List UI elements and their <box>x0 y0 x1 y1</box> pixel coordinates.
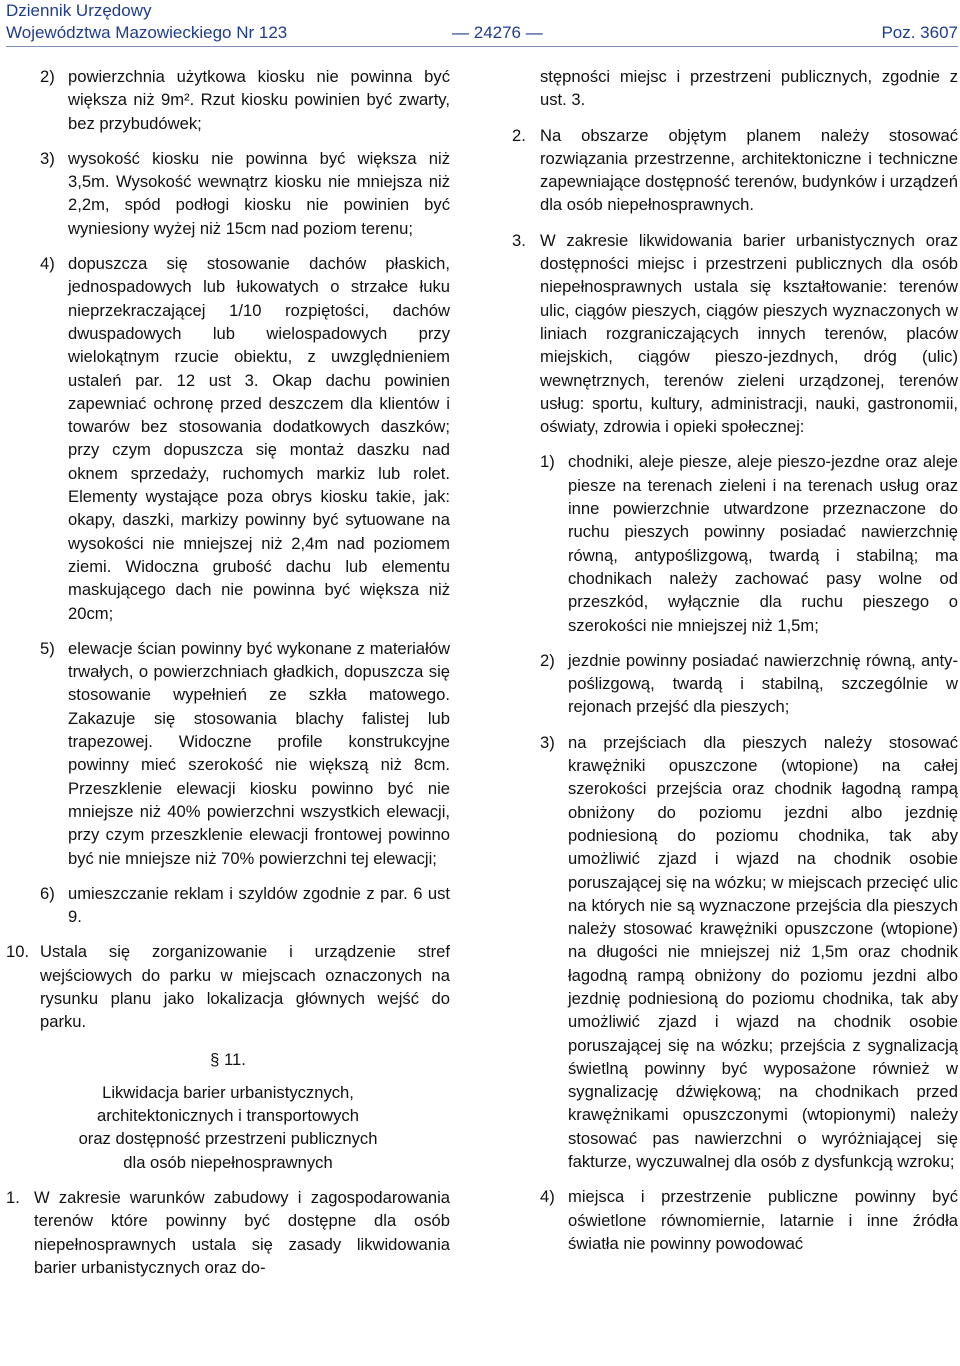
section-heading <box>6 1081 450 1174</box>
item-text: Na obszarze objętym planem należy stosować rozwiązania przestrzenne, architektoniczne i techniczne zapewniające dostępność terenów, budynków i urządzeń dla osób niepełnosprawnych. <box>540 125 958 215</box>
list-item <box>6 637 450 870</box>
item-text: wysokość kiosku nie powinna być większa niż 3,5m. Wysokość wewnątrz kiosku nie mniejsza niż 2,2m, spód podłogi kiosku nie powinien być wyniesiony wyżej niż 15cm nad poziom terenu; <box>68 148 450 238</box>
item-number: 3. <box>512 230 526 250</box>
list-item <box>6 147 450 240</box>
continued-text: stępności miejsc i przestrzeni publicznych, zgodnie z ust. 3. <box>540 67 958 110</box>
item-number: 2) <box>40 67 55 86</box>
journal-subtitle: Województwa Mazowieckiego Nr 123 <box>6 23 288 42</box>
item-text: elewacje ścian powinny być wykonane z materiałów trwałych, o powierzchniach gładkich, dopuszcza się stosowanie wypełnień ze szkła matowego. Zakazuje się stosowania blachy falistej lub trapezowej. Widoczne profile konstrukcyjne powinny mieć szerokość nie większą niż 8cm. Przeszklenie elewacji kiosku powinno być nie mniejsze niż 40% powierzchni wszystkich elewacji, przy czym przeszklenie elewacji frontowej powinno być nie mniejsze niż 70% powierzchni tej elewacji; <box>68 638 450 868</box>
item-number: 3) <box>540 732 555 752</box>
item-number: 6) <box>40 883 55 903</box>
right-column <box>512 65 958 1267</box>
item-number: 1) <box>540 452 555 472</box>
item-text: chodniki, aleje piesze, aleje pieszo-jezdne oraz aleje piesze na terenach zieleni i na terenach usług oraz inne powierzchnie utwardzone przeznaczone do ruchu pieszych powinny posiadać nawierzchnię równą, antypoślizgową, twardą i stabilną; ma chodnikach należy zachować pasy wolne od przeszkód, wyłącznie dla ruchu pieszego o szerokości nie mniejszej niż 1,5m; <box>568 452 958 635</box>
list-item <box>512 1185 958 1255</box>
item-number: 4) <box>540 1187 555 1207</box>
page-number: — 24276 — <box>452 22 543 44</box>
journal-title: Dziennik Urzędowy <box>6 1 152 20</box>
heading-line: dla osób niepełnosprawnych <box>123 1152 333 1172</box>
list-item <box>512 450 958 636</box>
item-number: 10. <box>6 942 30 962</box>
item-text: jezdnie powinny posiadać nawierzchnię równą, anty-poślizgową, twardą i stabilną, szczególnie w rejonach przejść dla pieszych; <box>568 650 958 717</box>
paragraph-marker: § 11. <box>210 1049 246 1069</box>
item-number: 3) <box>40 148 55 168</box>
heading-line: oraz dostępność przestrzeni publicznych <box>78 1129 378 1149</box>
item-number: 2) <box>540 650 555 670</box>
item-text: umieszczanie reklam i szyldów zgodnie z par. 6 ust 9. <box>68 883 450 927</box>
section-item <box>6 1186 450 1279</box>
list-item <box>512 649 958 719</box>
item-number: 2. <box>512 125 526 145</box>
list-item <box>512 731 958 1174</box>
header-rule <box>6 46 958 47</box>
list-item <box>6 882 450 929</box>
item-text: W zakresie likwidowania barier urbanistycznych oraz dostępności miejsc i przestrzeni publicznych dla osób niepełnosprawnych ustala się kształtowanie: terenów ulic, ciągów pieszych, ciągów pieszych wyznaczonych w liniach rozgraniczających innych terenów, placów miejskich, ciągów pieszo-jezdnych, dróg (ulic) wewnętrznych, terenów zieleni urządzonej, terenów usług: sportu, kultury, administracji, nauki, gastronomii, oświaty, zdrowia i opieki społecznej: <box>540 230 958 437</box>
section-item <box>512 229 958 439</box>
item-text: na przejściach dla pieszych należy stosować krawężniki opuszczone (wtopione) na całej szerokości przejścia oraz chodnik łagodną rampą obniżony do poziomu jezdni albo jezdnię podniesioną do poziomu chodnika, tak aby umożliwić zjazd i wjazd na chodnik osobie poruszającej się na wózku; w miejscach przecięć ulic na których nie są wyznaczone przejścia dla pieszych należy stosować krawężniki opuszczone (wtopione) na długości nie mniejszej niż 1,5m oraz chodnik łagodną rampą obniżony do poziomu jezdni albo jezdnię podniesioną do poziomu chodnika, tak aby umożliwić zjazd i wjazd na chodnik osobie poruszającej się na wózku; przejścia z sygnalizacją świetlną powinny być wyposażone również w sygnalizację dźwiękową; na chodnikach przed krawężnikami opuszczonymi (wtopionymi) należy stosować pas nawierzchni o wyróżniającej się fakturze, wyczuwalnej dla osób z dysfunkcją wzroku; <box>568 732 958 1172</box>
heading-line: Likwidacja barier urbanistycznych, <box>102 1082 354 1102</box>
section-item <box>512 124 958 217</box>
item-number: 4) <box>40 254 55 274</box>
list-item <box>6 252 450 625</box>
heading-line: architektonicznych i transportowych <box>97 1106 359 1126</box>
list-item <box>6 65 450 135</box>
item-text: powierzchnia użytkowa kiosku nie powinna być większa niż 9m². Rzut kiosku powinien być zwarty, bez przybudówek; <box>68 67 450 133</box>
item-text: W zakresie warunków zabudowy i zagospodarowania terenów które powinny być dostępne dla osób niepełnosprawnych ustala się zasady likwidowania barier urbanistycznych oraz do- <box>34 1188 450 1277</box>
item-number: 5) <box>40 638 55 658</box>
item-number: 1. <box>6 1188 20 1208</box>
item-text: dopuszcza się stosowanie dachów płaskich, jednospadowych lub łukowatych o strzałce łuku nieprzekraczającej 1/10 rozpiętości, dachów dwuspadowych lub wielospadowych przy wielokątnym rzucie obiektu, z uwzględnieniem ustaleń par. 12 ust 3. Okap dachu powinien zapewniać ochronę przed deszczem dla klientów i towarów bez stosowania dodatkowych daszków; przy czym dopuszcza się montaż daszku nad oknem sprzedaży, ruchomych markiz lub rolet. Elementy wystające poza obrys kiosku takie, jak: okapy, daszki, markizy powinny być sytuowane na wysokości nie mniejszej niż 2,4m nad poziomem ziemi. Widoczna grubość dachu lub elementu maskującego dach nie powinna być większa niż 20cm; <box>68 254 450 623</box>
item-text: miejsca i przestrzenie publiczne powinny być oświetlone równomiernie, latarnie i inne źródła światła nie powinny powodować <box>568 1187 958 1253</box>
position-number: Poz. 3607 <box>881 23 958 42</box>
item-text: Ustala się zorganizowanie i urządzenie stref wejściowych do parku w miejscach oznaczonych na rysunku planu jako lokalizacja głównych wejść do parku. <box>40 942 450 1032</box>
left-column <box>6 65 450 1291</box>
section-item <box>6 940 450 1033</box>
